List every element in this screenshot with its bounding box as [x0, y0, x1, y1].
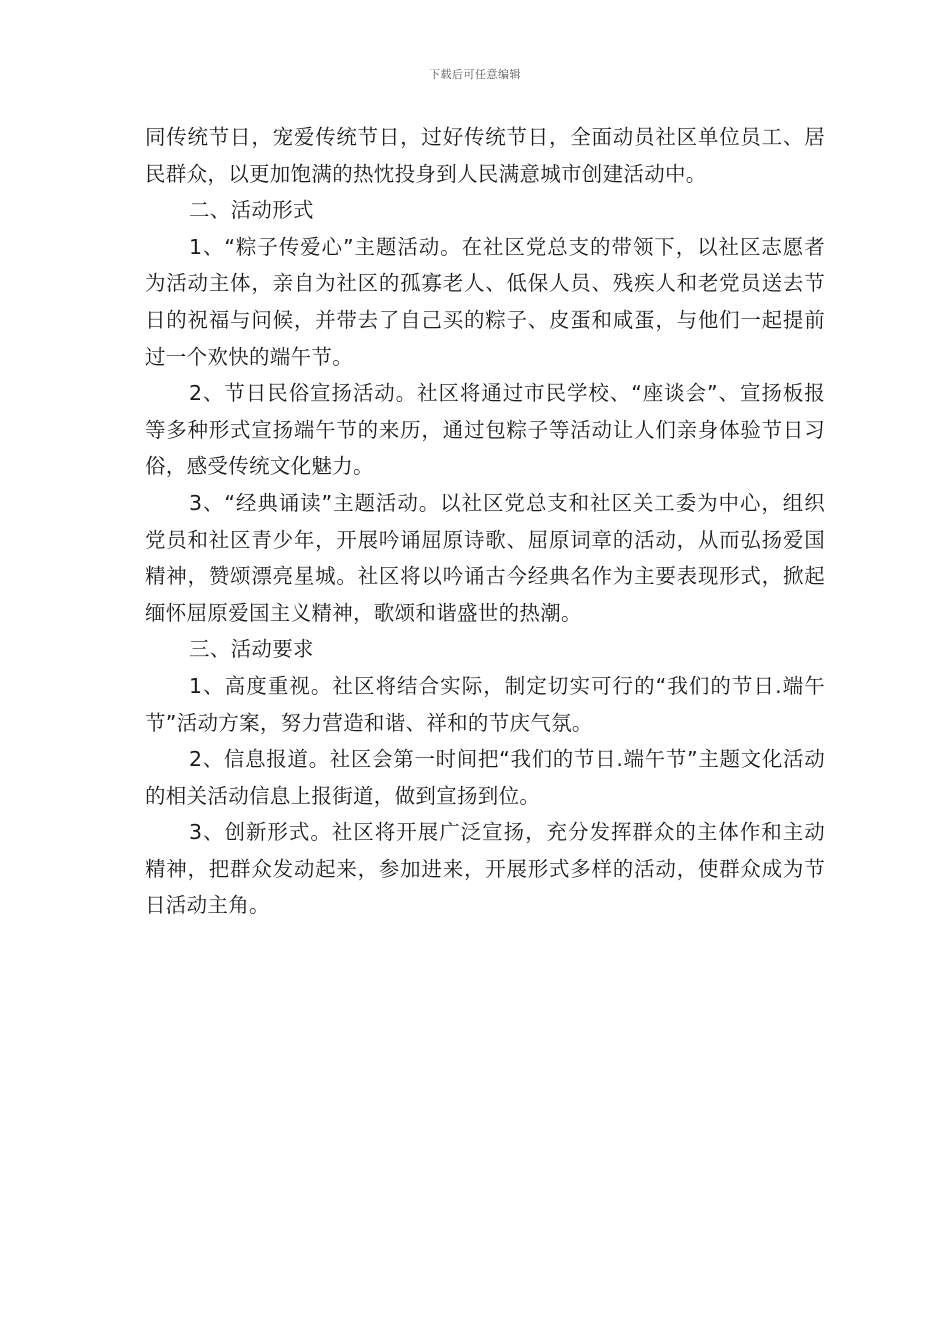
- paragraph-intro: 同传统节日，宠爱传统节日，过好传统节日，全面动员社区单位员工、居民群众，以更加饱满的热忱投身到人民满意城市创建活动中。: [145, 125, 825, 186]
- paragraph-item-1: 1、“粽子传爱心”主题活动。在社区党总支的带领下，以社区志愿者为活动主体，亲自为社区的孤寡老人、低保人员、残疾人和老党员送去节日的祝福与问候，并带去了自己买的粽子、皮蛋和咸蛋，与他们一起提前过一个欢快的端午节。: [145, 234, 825, 369]
- document-body: [145, 119, 825, 924]
- paragraph-requirement-3: 3、创新形式。社区将开展广泛宣扬，充分发挥群众的主体作和主动精神，把群众发动起来，参加进来，开展形式多样的活动，使群众成为节日活动主角。: [145, 820, 825, 918]
- paragraph-requirement-1: 1、高度重视。社区将结合实际，制定切实可行的“我们的节日.端午节”活动方案，努力营造和谐、祥和的节庆气氛。: [145, 673, 825, 735]
- paragraph-requirement-2: 2、信息报道。社区会第一时间把“我们的节日.端午节”主题文化活动的相关活动信息上报街道，做到宣扬到位。: [145, 747, 825, 808]
- paragraph-item-2: 2、节日民俗宣扬活动。社区将通过市民学校、“座谈会”、宣扬板报等多种形式宣扬端午节的来历，通过包粽子等活动让人们亲身体验节日习俗，感受传统文化魅力。: [145, 381, 825, 479]
- section-heading-activity-form: 二、活动形式: [189, 198, 314, 223]
- section-heading-requirements: 三、活动要求: [189, 637, 314, 662]
- page-header: 下载后可任意编辑: [429, 68, 521, 81]
- paragraph-item-3: 3、“经典诵读”主题活动。以社区党总支和社区关工委为中心，组织党员和社区青少年，开展吟诵屈原诗歌、屈原词章的活动，从而弘扬爱国精神，赞颂漂亮星城。社区将以吟诵古今经典名作为主要表现形式，掀起缅怀屈原爱国主义精神，歌颂和谐盛世的热潮。: [145, 490, 825, 625]
